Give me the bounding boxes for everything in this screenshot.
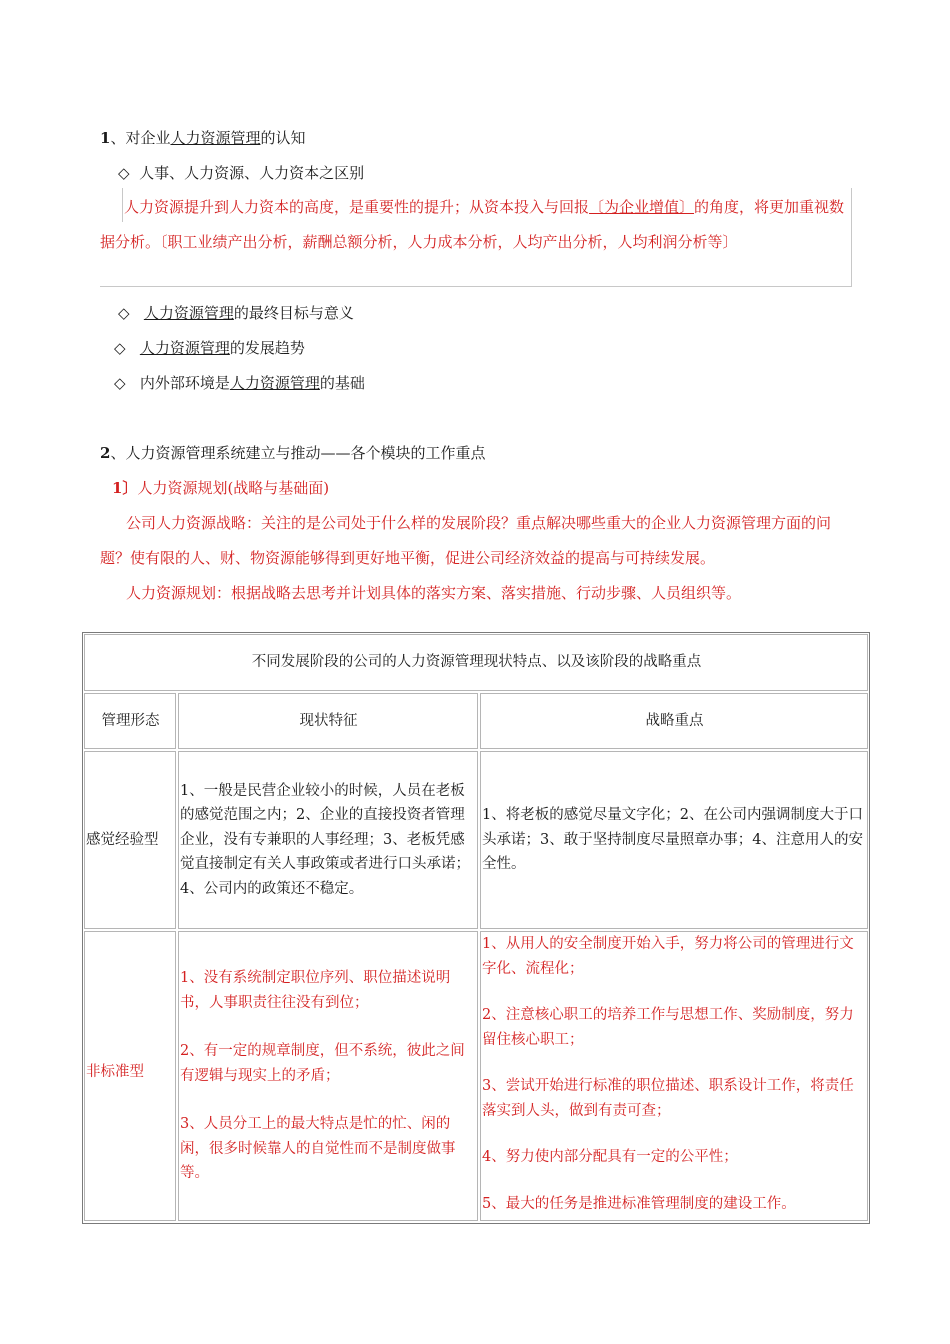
section2-heading <box>100 443 485 463</box>
bullet-item-1-text: 人事、人力资源、人力资本之区别 <box>139 164 365 182</box>
diamond-bullet-icon: ◇ <box>114 339 126 357</box>
value-add-link[interactable]: 〔为企业增值〕 <box>589 198 695 216</box>
diamond-bullet-icon: ◇ <box>118 304 130 322</box>
section1-heading <box>100 128 306 148</box>
section1-number: 1 <box>100 129 111 147</box>
header-status: 现状特征 <box>299 712 358 729</box>
row-2-focus-item: 3、尝试开始进行标准的职位描述、职系设计工作，将责任落实到人头，做到有责可查； <box>482 1078 854 1119</box>
row-2-type: 非标准型 <box>86 1063 144 1080</box>
framed-paragraph-text <box>100 190 852 259</box>
row-2-focus-item: 4、努力使内部分配具有一定的公平性； <box>482 1149 738 1165</box>
header-type: 管理形态 <box>101 712 160 729</box>
subsection-number: 1〕 <box>112 479 138 497</box>
subsection-heading <box>112 478 329 498</box>
section1-sep: 、 <box>110 129 126 147</box>
bullet-item-3 <box>114 338 305 358</box>
row-2-status-item: 3、人员分工上的最大特点是忙的忙、闲的闲，很多时候靠人的自觉性而不是制度做事等。 <box>180 1116 456 1181</box>
row-2-focus-item: 2、注意核心职工的培养工作与思想工作、奖励制度，努力留住核心职工； <box>482 1007 854 1048</box>
row-2-status-item: 2、有一定的规章制度，但不系统，彼此之间有逻辑与现实上的矛盾； <box>180 1043 465 1084</box>
hr-stage-table <box>82 632 870 1224</box>
table-caption: 不同发展阶段的公司的人力资源管理现状特点、以及该阶段的战略重点 <box>251 654 702 671</box>
bullet-item-2-text: 的最终目标与意义 <box>233 304 354 322</box>
section2-title: 、人力资源管理系统建立与推动——各个模块的工作重点 <box>110 444 486 462</box>
bullet-item-4 <box>114 373 365 393</box>
framed-part-1: 人力资源提升到人力资本的高度，是重要性的提升；从资本投入与回报 <box>124 198 590 216</box>
bullet-item-1 <box>118 163 364 183</box>
hr-management-link[interactable]: 人力资源管理 <box>229 374 320 392</box>
table-row-2-type-cell <box>84 931 176 1221</box>
row-1-type: 感觉经验型 <box>86 831 159 848</box>
strategy-paragraph: 公司人力资源战略：关注的是公司处于什么样的发展阶段？重点解决哪些重大的企业人力资源管理方面的问题？使有限的人、财、物资源能够得到更好地平衡，促进公司经济效益的提高与可持续发展。 <box>100 514 832 567</box>
section1-pre: 对企业 <box>125 129 171 147</box>
table-header-cell <box>480 693 868 749</box>
bullet-item-2 <box>118 303 354 323</box>
table-row-1-status-cell <box>178 751 478 929</box>
table-header-cell <box>178 693 478 749</box>
row-1-status: 1、一般是民营企业较小的时候，人员在老板的感觉范围之内；2、企业的直接投资者管理企业，没有专兼职的人事经理；3、老板凭感觉直接制定有关人事政策或者进行口头承诺；4、公司内的政策还不稳定。 <box>180 782 470 897</box>
bullet-item-3-text: 的发展趋势 <box>229 339 305 357</box>
table-row-2-status-cell <box>178 931 478 1221</box>
diamond-bullet-icon: ◇ <box>114 374 126 392</box>
table-row-2-focus-cell <box>480 931 868 1221</box>
planning-paragraph: 人力资源规划：根据战略去思考并计划具体的落实方案、落实措施、行动步骤、人员组织等。 <box>126 584 742 602</box>
table-caption-cell <box>84 634 868 691</box>
header-focus: 战略重点 <box>645 712 704 729</box>
row-1-focus: 1、将老板的感觉尽量文字化；2、在公司内强调制度大于口头承诺；3、敢于坚持制度尽量照章办事；4、注意用人的安全性。 <box>482 807 863 873</box>
table-header-cell <box>84 693 176 749</box>
section2-number: 2 <box>100 444 111 462</box>
diamond-bullet-icon: ◇ <box>118 164 130 182</box>
hr-management-link[interactable]: 人力资源管理 <box>139 339 230 357</box>
table-row-1-type-cell <box>84 751 176 929</box>
bullet-item-4-post: 的基础 <box>319 374 365 392</box>
row-2-status-item: 1、没有系统制定职位序列、职位描述说明书，人事职责往往没有到位； <box>180 970 451 1011</box>
framed-part-2: 的角度，将更加重视数据分析。〔职工业绩产出分析，薪酬总额分析，人力成本分析，人均产出分析，人均利润分析等〕 <box>100 198 845 251</box>
section1-post: 的认知 <box>260 129 306 147</box>
row-2-focus-item: 5、最大的任务是推进标准管理制度的建设工作。 <box>482 1195 796 1212</box>
table-row-1-focus-cell <box>480 751 868 929</box>
subsection-title: 人力资源规划(战略与基础面) <box>137 479 330 497</box>
hr-management-link[interactable]: 人力资源管理 <box>143 304 234 322</box>
row-2-focus-item: 1、从用人的安全制度开始入手，努力将公司的管理进行文字化、流程化； <box>482 936 854 977</box>
bullet-item-4-pre: 内外部环境是 <box>139 374 230 392</box>
hr-management-link[interactable]: 人力资源管理 <box>170 129 261 147</box>
